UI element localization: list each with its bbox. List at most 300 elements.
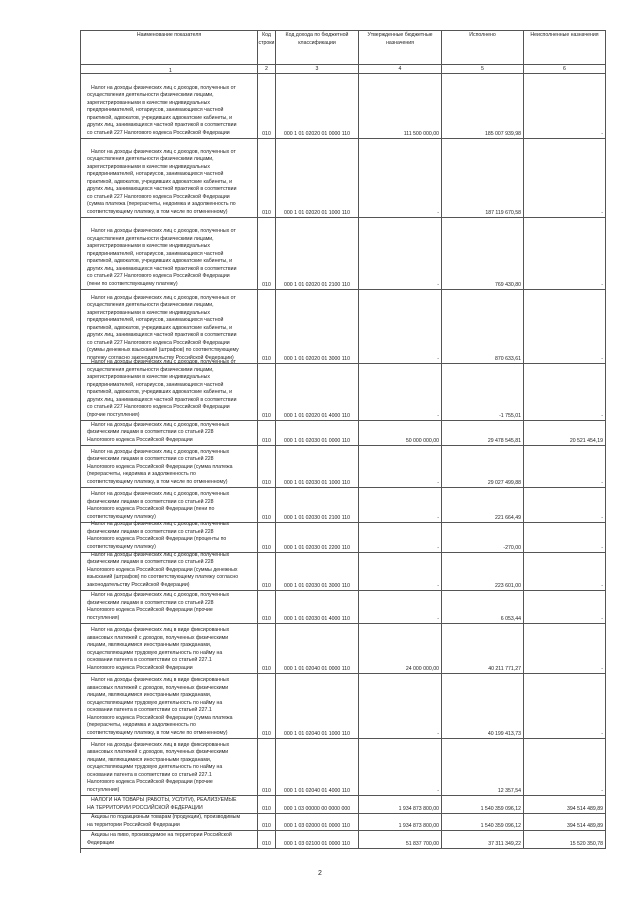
unexecuted-amount-value: - — [601, 130, 603, 137]
indicator-name-line: Налогового кодекса Российской Федерации (сумма платежа — [87, 714, 233, 721]
indicator-name — [81, 421, 258, 445]
indicator-name-line: (перерасчеты, недоимка и задолженность по — [87, 722, 196, 728]
approved-amount-value: - — [437, 787, 439, 794]
header-executed: Исполнено — [442, 31, 524, 64]
executed-amount — [442, 364, 524, 420]
indicator-name — [81, 591, 258, 623]
indicator-name-line: авансовых платежей с доходов, полученных физическими — [87, 634, 229, 641]
report-table — [80, 30, 606, 853]
unexecuted-amount — [524, 421, 606, 445]
budget-classification-code-value: 000 1 01 02030 01 1000 110 — [284, 479, 350, 486]
table-row — [81, 290, 606, 364]
indicator-name-line: (сумма платежа (перерасчеты, недоимка и задолженность по — [87, 201, 236, 207]
indicator-name-line: предпринимателей, нотариусов, занимающихся частной — [87, 381, 224, 388]
approved-amount-value: - — [437, 514, 439, 521]
approved-amount — [359, 364, 442, 420]
budget-classification-code — [276, 218, 359, 289]
approved-amount-value: - — [437, 209, 439, 216]
header-budget-code: Код дохода по бюджетной классификации — [276, 31, 359, 64]
indicator-name-line: лицами, являющимися иностранными гражданами, — [87, 642, 212, 648]
table-row — [81, 831, 606, 849]
indicator-name-line: Налог на доходы физических лиц с доходов, полученных от — [91, 228, 236, 234]
budget-classification-code — [276, 553, 359, 590]
unexecuted-amount-value: - — [601, 787, 603, 794]
line-code — [258, 553, 276, 590]
executed-amount-value: 37 311 349,22 — [488, 840, 521, 847]
line-code — [258, 831, 276, 848]
header-line-code: Код строки — [258, 31, 276, 64]
unexecuted-amount-value: - — [601, 281, 603, 288]
line-code — [258, 446, 276, 487]
indicator-name-line: Акцизы по подакцизным товарам (продукции), производимым — [91, 814, 241, 820]
unexecuted-amount — [524, 814, 606, 830]
indicator-name-line: других лиц, занимающихся частной практикой в соответствии — [87, 396, 237, 403]
indicator-name-line: других лиц, занимающихся частной практикой в соответствии — [87, 186, 237, 192]
budget-classification-code — [276, 739, 359, 795]
indicator-name-line: Налог на доходы физических лиц с доходов, полученных от — [91, 84, 236, 91]
indicator-name — [81, 218, 258, 289]
indicator-name-line: физическими лицами в соответствии со статьей 228 — [87, 559, 214, 565]
indicator-name-line: осуществления деятельности физическими лицами, — [87, 235, 214, 242]
line-code-value: 010 — [262, 514, 271, 521]
indicator-name-line: предпринимателей, нотариусов, занимающихся частной — [87, 107, 224, 113]
approved-amount-value: - — [437, 582, 439, 589]
executed-amount — [442, 74, 524, 138]
indicator-name-line: НАЛОГИ НА ТОВАРЫ (РАБОТЫ, УСЛУГИ), РЕАЛИЗУЕМЫЕ — [91, 797, 237, 803]
approved-amount — [359, 591, 442, 623]
table-row — [81, 421, 606, 446]
table-row — [81, 814, 606, 831]
approved-amount-value: 1 934 873 800,00 — [398, 822, 439, 829]
budget-classification-code-value: 000 1 03 02000 01 0000 110 — [284, 822, 350, 829]
budget-classification-code-value: 000 1 01 02030 01 2200 110 — [284, 544, 350, 551]
indicator-name-line: Федерации — [87, 839, 115, 846]
executed-amount — [442, 814, 524, 830]
line-code-value: 010 — [262, 209, 271, 216]
indicator-name-line: Налогового кодекса Российской Федерации — [87, 664, 193, 671]
indicator-name-line: Налогового кодекса Российской Федерации (пени по — [87, 506, 215, 512]
table-row — [81, 796, 606, 814]
indicator-name-line: практикой, адвокатов, учредивших адвокатские кабинеты, и — [87, 114, 233, 121]
approved-amount — [359, 421, 442, 445]
approved-amount — [359, 218, 442, 289]
budget-classification-code — [276, 364, 359, 420]
indicator-name-line: поступления) — [87, 614, 120, 621]
column-number-row — [81, 65, 606, 74]
line-code-value: 010 — [262, 582, 271, 589]
line-code-value: 010 — [262, 787, 271, 794]
indicator-name-line: Налог на доходы физических лиц с доходов, полученных — [91, 448, 230, 455]
budget-classification-code — [276, 488, 359, 522]
line-code — [258, 74, 276, 138]
executed-amount-value: 1 540 359 096,12 — [480, 822, 521, 829]
line-code-value: 010 — [262, 840, 271, 847]
indicator-name-line: (прочие поступления) — [87, 411, 140, 418]
executed-amount-value: 12 357,54 — [497, 787, 521, 794]
line-code-value: 010 — [262, 281, 271, 288]
indicator-name-line: лицами, являющимися иностранными гражданами, — [87, 756, 212, 763]
indicator-name — [81, 796, 258, 813]
table-row — [81, 674, 606, 739]
indicator-name-line: Налогового кодекса Российской Федерации (сумма платежа — [87, 463, 233, 470]
table-row — [81, 523, 606, 553]
indicator-name-line: осуществляющими трудовую деятельность по найму на — [87, 764, 223, 770]
indicator-name-line: платежу согласно законодательству Российской Федерации) — [87, 354, 234, 361]
unexecuted-amount-value: - — [601, 615, 603, 622]
indicator-name-line: основании патента в соответствии со статьей 227.1 — [87, 657, 212, 663]
approved-amount — [359, 553, 442, 590]
indicator-name-line: соответствующему платежу, в том числе по отмененному) — [87, 208, 228, 215]
budget-classification-code-value: 000 1 01 02020 01 1000 110 — [284, 209, 350, 216]
unexecuted-amount — [524, 218, 606, 289]
line-code — [258, 674, 276, 738]
indicator-name-line: предпринимателей, нотариусов, занимающихся частной — [87, 250, 224, 257]
unexecuted-amount-value: - — [601, 582, 603, 589]
budget-classification-code-value: 000 1 03 00000 00 0000 000 — [283, 805, 351, 812]
column-number: 1 — [81, 65, 258, 73]
line-code — [258, 290, 276, 363]
unexecuted-amount-value: - — [601, 479, 603, 486]
indicator-name-line: (пени по соответствующему платежу) — [87, 280, 178, 287]
executed-amount-value: 870 633,61 — [495, 355, 521, 362]
budget-classification-code — [276, 421, 359, 445]
executed-amount-value: 221 664,49 — [495, 514, 521, 521]
indicator-name-line: авансовых платежей с доходов, полученных физическими — [87, 684, 229, 691]
line-code — [258, 739, 276, 795]
line-code — [258, 218, 276, 289]
unexecuted-amount-value: 394 514 489,89 — [566, 822, 603, 829]
executed-amount — [442, 624, 524, 673]
indicator-name-line: соответствующему платежу) — [87, 513, 156, 520]
indicator-name-line: зарегистрированными в качестве индивидуальных — [87, 99, 210, 106]
executed-amount-value: 769 430,80 — [495, 281, 521, 288]
unexecuted-amount — [524, 446, 606, 487]
budget-classification-code-value: 000 1 03 02100 01 0000 110 — [284, 840, 350, 847]
executed-amount-value: 40 199 413,73 — [487, 730, 521, 737]
executed-amount-value: -270,00 — [503, 544, 521, 551]
executed-amount-value: 6 053,44 — [500, 615, 521, 622]
column-number: 5 — [442, 65, 524, 73]
budget-classification-code-value: 000 1 01 02040 01 0000 110 — [284, 665, 350, 672]
indicator-name-line: других лиц, занимающихся частной практикой в соответствии — [87, 265, 237, 272]
budget-classification-code-value: 000 1 01 02030 01 4000 110 — [284, 615, 350, 622]
approved-amount-value: - — [437, 355, 439, 362]
unexecuted-amount-value: 394 514 489,89 — [566, 805, 603, 812]
executed-amount — [442, 796, 524, 813]
executed-amount-value: 1 540 359 096,12 — [480, 805, 521, 812]
budget-classification-code — [276, 796, 359, 813]
approved-amount — [359, 523, 442, 552]
executed-amount-value: 29 478 545,81 — [487, 437, 521, 444]
line-code — [258, 624, 276, 673]
budget-classification-code — [276, 523, 359, 552]
line-code-value: 010 — [262, 479, 271, 486]
indicator-name — [81, 674, 258, 738]
indicator-name-line: со статьей 227 Налогового кодекса Российской Федерации — [87, 273, 230, 279]
unexecuted-amount — [524, 139, 606, 217]
indicator-name-line: авансовых платежей с доходов, полученных физическими — [87, 749, 229, 755]
unexecuted-amount — [524, 74, 606, 138]
unexecuted-amount-value: 15 520 350,78 — [569, 840, 603, 847]
indicator-name-line: физическими лицами в соответствии со статьей 228 — [87, 429, 214, 435]
indicator-name — [81, 290, 258, 363]
approved-amount — [359, 739, 442, 795]
approved-amount-value: - — [437, 479, 439, 486]
approved-amount-value: - — [437, 281, 439, 288]
executed-amount-value: -1 755,01 — [499, 412, 521, 419]
executed-amount-value: 40 211 771,27 — [488, 665, 521, 672]
budget-classification-code — [276, 290, 359, 363]
indicator-name — [81, 139, 258, 217]
line-code-value: 010 — [262, 412, 271, 419]
column-number: 2 — [258, 65, 276, 73]
indicator-name-line: предпринимателей, нотариусов, занимающихся частной — [87, 317, 224, 323]
indicator-name-line: НА ТЕРРИТОРИИ РОССИЙСКОЙ ФЕДЕРАЦИИ — [87, 804, 203, 811]
unexecuted-amount-value: - — [601, 355, 603, 362]
indicator-name-line: физическими лицами в соответствии со статьей 228 — [87, 528, 214, 535]
budget-classification-code — [276, 674, 359, 738]
indicator-name-line: Налогового кодекса Российской Федерации (суммы денежных — [87, 566, 238, 573]
table-row — [81, 446, 606, 488]
indicator-name-line: со статьей 227 Налогового кодекса Российской Федерации — [87, 339, 230, 346]
budget-classification-code — [276, 139, 359, 217]
unexecuted-amount — [524, 739, 606, 795]
indicator-name — [81, 359, 258, 420]
line-code-value: 010 — [262, 665, 271, 672]
indicator-name — [81, 488, 258, 522]
unexecuted-amount — [524, 364, 606, 420]
indicator-name-line: практикой, адвокатов, учредивших адвокатские кабинеты, и — [87, 389, 233, 395]
budget-classification-code-value: 000 1 01 02030 01 3000 110 — [284, 582, 350, 589]
indicator-name-line: физическими лицами в соответствии со статьей 228 — [87, 498, 214, 505]
budget-classification-code — [276, 446, 359, 487]
budget-classification-code-value: 000 1 01 02020 01 2100 110 — [284, 281, 350, 288]
unexecuted-amount — [524, 553, 606, 590]
table-row — [81, 488, 606, 523]
indicator-name-line: основании патента в соответствии со статьей 227.1 — [87, 707, 212, 713]
budget-classification-code — [276, 74, 359, 138]
unexecuted-amount — [524, 796, 606, 813]
budget-classification-code-value: 000 1 01 02020 01 3000 110 — [284, 355, 350, 362]
table-row — [81, 74, 606, 139]
indicator-name-line: Налог на доходы физических лиц с доходов, полученных — [91, 521, 230, 527]
executed-amount — [442, 591, 524, 623]
indicator-name-line: (суммы денежных взысканий (штрафов) по соответствующему — [87, 347, 239, 353]
indicator-name — [81, 523, 258, 552]
indicator-name — [81, 74, 258, 138]
line-code — [258, 523, 276, 552]
indicator-name-line: Налог на доходы физических лиц с доходов, полученных — [91, 592, 230, 598]
indicator-name — [81, 739, 258, 795]
indicator-name-line: практикой, адвокатов, учредивших адвокатские кабинеты, и — [87, 324, 233, 331]
unexecuted-amount-value: - — [601, 209, 603, 216]
unexecuted-amount — [524, 624, 606, 673]
indicator-name-line: Налогового кодекса Российской Федерации — [87, 436, 193, 443]
executed-amount — [442, 523, 524, 552]
header-name: Наименование показателя — [81, 31, 258, 64]
unexecuted-amount — [524, 523, 606, 552]
table-row — [81, 218, 606, 290]
page-number: 2 — [318, 870, 322, 877]
executed-amount — [442, 831, 524, 848]
unexecuted-amount-value: - — [601, 730, 603, 737]
indicator-name-line: зарегистрированными в качестве индивидуальных — [87, 163, 210, 170]
executed-amount — [442, 446, 524, 487]
approved-amount-value: 111 500 000,00 — [403, 130, 439, 137]
line-code — [258, 488, 276, 522]
indicator-name-line: осуществления деятельности физическими лицами, — [87, 366, 214, 373]
column-number: 6 — [524, 65, 606, 73]
approved-amount — [359, 446, 442, 487]
line-code-value: 010 — [262, 615, 271, 622]
line-code-value: 010 — [262, 822, 271, 829]
indicator-name-line: соответствующему платежу) — [87, 543, 156, 550]
table-header — [81, 31, 606, 65]
indicator-name-line: Налог на доходы физических лиц с доходов, полученных от — [91, 359, 236, 365]
indicator-name-line: Налогового кодекса Российской Федерации (прочие — [87, 779, 213, 785]
indicator-name-line: других лиц, занимающихся частной практикой в соответствии — [87, 332, 237, 338]
executed-amount — [442, 290, 524, 363]
unexecuted-amount — [524, 831, 606, 848]
approved-amount — [359, 674, 442, 738]
approved-amount-value: - — [437, 412, 439, 419]
indicator-name-line: Налог на доходы физических лиц в виде фиксированных — [91, 627, 230, 633]
budget-classification-code-value: 000 1 01 02030 01 2100 110 — [284, 514, 350, 521]
indicator-name-line: соответствующему платежу, в том числе по отмененному) — [87, 729, 228, 736]
indicator-name-line: Налог на доходы физических лиц с доходов, полученных — [91, 421, 230, 428]
indicator-name-line: практикой, адвокатов, учредивших адвокатские кабинеты, и — [87, 258, 233, 264]
table-row — [81, 139, 606, 218]
line-code-value: 010 — [262, 437, 271, 444]
indicator-name-line: других лиц, занимающихся частной практикой в соответствии — [87, 122, 237, 128]
indicator-name — [81, 624, 258, 673]
approved-amount-value: 24 000 000,00 — [405, 665, 439, 672]
approved-amount-value: 50 000 000,00 — [405, 437, 439, 444]
line-code-value: 010 — [262, 544, 271, 551]
approved-amount — [359, 74, 442, 138]
budget-classification-code-value: 000 1 01 02020 01 4000 110 — [284, 412, 350, 419]
indicator-name-line: осуществляющими трудовую деятельность по найму на — [87, 699, 223, 706]
indicator-name-line: Налог на доходы физических лиц в виде фиксированных — [91, 741, 230, 748]
unexecuted-amount — [524, 674, 606, 738]
header-approved: Утвержденные бюджетные назначения — [359, 31, 442, 64]
indicator-name-line: зарегистрированными в качестве индивидуальных — [87, 374, 210, 380]
indicator-name-line: практикой, адвокатов, учредивших адвокатские кабинеты, и — [87, 178, 233, 185]
executed-amount — [442, 553, 524, 590]
indicator-name-line: зарегистрированными в качестве индивидуальных — [87, 309, 210, 316]
indicator-name-line: лицами, являющимися иностранными гражданами, — [87, 692, 212, 698]
indicator-name-line: Налогового кодекса Российской Федерации (проценты по — [87, 536, 227, 542]
indicator-name-line: со статьей 227 Налогового кодекса Российской Федерации — [87, 193, 230, 200]
executed-amount-value: 223 601,00 — [495, 582, 521, 589]
executed-amount — [442, 139, 524, 217]
table-row — [81, 624, 606, 674]
table-row — [81, 739, 606, 796]
unexecuted-amount — [524, 591, 606, 623]
line-code — [258, 364, 276, 420]
budget-classification-code — [276, 624, 359, 673]
budget-classification-code-value: 000 1 01 02030 01 0000 110 — [284, 437, 350, 444]
indicator-name — [81, 553, 258, 590]
column-number: 3 — [276, 65, 359, 73]
budget-classification-code — [276, 814, 359, 830]
approved-amount-value: - — [437, 615, 439, 622]
indicator-name-line: законодательству Российской Федерации) — [87, 581, 190, 588]
unexecuted-amount-value: - — [601, 514, 603, 521]
approved-amount — [359, 624, 442, 673]
indicator-name-line: осуществляющими трудовую деятельность по найму на — [87, 649, 223, 656]
unexecuted-amount-value: - — [601, 544, 603, 551]
approved-amount — [359, 831, 442, 848]
executed-amount — [442, 739, 524, 795]
line-code — [258, 421, 276, 445]
executed-amount — [442, 488, 524, 522]
indicator-name-line: осуществления деятельности физическими лицами, — [87, 156, 214, 162]
approved-amount — [359, 796, 442, 813]
approved-amount — [359, 139, 442, 217]
budget-classification-code-value: 000 1 01 02040 01 4000 110 — [284, 787, 350, 794]
executed-amount — [442, 218, 524, 289]
approved-amount — [359, 290, 442, 363]
executed-amount — [442, 674, 524, 738]
approved-amount-value: - — [437, 730, 439, 737]
indicator-name — [81, 831, 258, 848]
table-row — [81, 553, 606, 591]
executed-amount-value: 29 027 499,88 — [487, 479, 521, 486]
unexecuted-amount-value: - — [601, 412, 603, 419]
indicator-name-line: на территории Российской Федерации — [87, 821, 180, 828]
budget-classification-code — [276, 591, 359, 623]
executed-amount-value: 187 119 670,58 — [485, 209, 521, 216]
table-row — [81, 591, 606, 624]
indicator-name-line: Налог на доходы физических лиц с доходов, полученных от — [91, 294, 236, 301]
line-code — [258, 591, 276, 623]
indicator-name — [81, 446, 258, 487]
budget-classification-code-value: 000 1 01 02040 01 1000 110 — [284, 730, 350, 737]
table-row — [81, 359, 606, 421]
budget-classification-code — [276, 831, 359, 848]
indicator-name-line: физическими лицами в соответствии со статьей 228 — [87, 599, 214, 606]
indicator-name-line: со статьей 227 Налогового кодекса Российской Федерации — [87, 404, 230, 410]
approved-amount-value: 1 934 873 800,00 — [398, 805, 439, 812]
indicator-name-line: Налог на доходы физических лиц в виде фиксированных — [91, 677, 230, 683]
indicator-name-line: осуществления деятельности физическими лицами, — [87, 302, 214, 308]
indicator-name-line: Акцизы на пиво, производимое на территории Российской — [91, 832, 232, 838]
unexecuted-amount — [524, 488, 606, 522]
indicator-name-line: (перерасчеты, недоимка и задолженность по — [87, 471, 196, 477]
line-code-value: 010 — [262, 355, 271, 362]
approved-amount-value: 51 837 700,00 — [405, 840, 439, 847]
executed-amount-value: 185 007 939,98 — [484, 130, 521, 137]
unexecuted-amount — [524, 290, 606, 363]
indicator-name-line: Налог на доходы физических лиц с доходов, полученных — [91, 491, 230, 497]
indicator-name-line: взысканий (штрафов) по соответствующему платежу согласно — [87, 574, 239, 580]
indicator-name-line: Налог на доходы физических лиц с доходов, полученных от — [91, 148, 236, 155]
line-code — [258, 796, 276, 813]
indicator-name-line: осуществления деятельности физическими лицами, — [87, 92, 214, 98]
line-code — [258, 814, 276, 830]
line-code-value: 010 — [262, 130, 271, 137]
indicator-name-line: предпринимателей, нотариусов, занимающихся частной — [87, 171, 224, 177]
unexecuted-amount-value: - — [601, 665, 603, 672]
approved-amount — [359, 488, 442, 522]
indicator-name-line: со статьей 227 Налогового кодекса Российской Федерации — [87, 129, 230, 136]
column-number: 4 — [359, 65, 442, 73]
approved-amount — [359, 814, 442, 830]
line-code-value: 010 — [262, 805, 271, 812]
indicator-name-line: Налог на доходы физических лиц с доходов, полученных — [91, 551, 230, 558]
indicator-name-line: соответствующему платежу, в том числе по отмененному) — [87, 478, 228, 485]
